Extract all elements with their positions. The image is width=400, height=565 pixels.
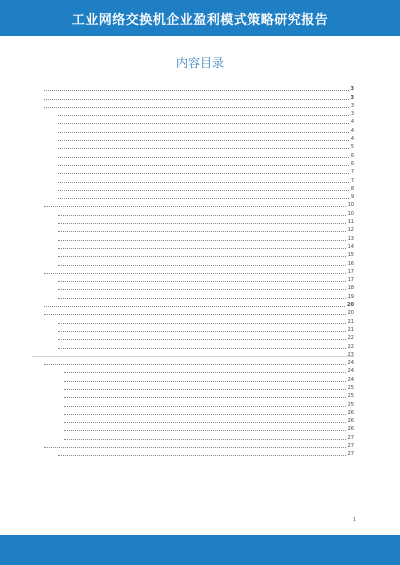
- toc-leader-dots: [64, 396, 346, 398]
- toc-leader-dots: [58, 214, 346, 216]
- toc-entry[interactable]: [32, 449, 354, 457]
- toc-entry[interactable]: [32, 399, 354, 407]
- toc-entry[interactable]: [32, 432, 354, 440]
- toc-leader-dots: [58, 288, 346, 290]
- toc-entry[interactable]: [32, 192, 354, 200]
- toc-entry-page: 9: [350, 194, 354, 201]
- toc-entry-page: 22: [347, 335, 354, 342]
- toc-entry[interactable]: [32, 142, 354, 150]
- toc-leader-dots: [64, 380, 346, 382]
- toc-entry-page: 22: [347, 343, 354, 350]
- toc-entry[interactable]: [32, 308, 354, 316]
- toc-entry[interactable]: [32, 325, 354, 333]
- toc-entry-page: 14: [347, 243, 354, 250]
- toc-leader-dots: [44, 305, 345, 307]
- toc-leader-dots: [64, 405, 346, 407]
- toc-entry[interactable]: [32, 167, 354, 175]
- toc-entry-page: 25: [347, 401, 354, 408]
- toc-entry[interactable]: [32, 366, 354, 374]
- toc-leader-dots: [58, 338, 346, 340]
- toc-entry-page: 24: [347, 368, 354, 375]
- toc-leader-dots: [58, 131, 349, 133]
- toc-entry-page: 24: [347, 376, 354, 383]
- toc-entry-page: 27: [347, 434, 354, 441]
- toc-entry[interactable]: [32, 200, 354, 208]
- toc-leader-dots: [64, 429, 346, 431]
- toc-entry[interactable]: [32, 84, 354, 92]
- toc-entry-page: 20: [347, 302, 354, 309]
- toc-entry-page: 3: [350, 86, 354, 93]
- toc-entry[interactable]: [32, 441, 354, 449]
- toc-leader-dots: [64, 413, 346, 415]
- toc-leader-dots: [58, 322, 346, 324]
- toc-entry[interactable]: [32, 159, 354, 167]
- toc-entry-page: 3: [350, 111, 354, 118]
- toc-entry-page: 26: [347, 426, 354, 433]
- toc-leader-dots: [58, 297, 346, 299]
- toc-entry[interactable]: [32, 291, 354, 299]
- toc-entry-page: 25: [347, 384, 354, 391]
- toc-entry-page: 3: [350, 102, 354, 109]
- toc-entry[interactable]: [32, 208, 354, 216]
- toc-leader-dots: [58, 239, 346, 241]
- toc-entry[interactable]: [32, 101, 354, 109]
- toc-leader-dots: [44, 89, 349, 91]
- toc-leader-dots: [58, 247, 346, 249]
- toc-leader-dots: [58, 139, 349, 141]
- toc-leader-dots: [64, 421, 346, 423]
- toc-entry-page: 18: [347, 285, 354, 292]
- toc-entry[interactable]: [32, 333, 354, 341]
- toc-entry[interactable]: [32, 341, 354, 349]
- toc-leader-dots: [64, 371, 346, 373]
- toc-entry[interactable]: [32, 408, 354, 416]
- toc-entry-page: 27: [347, 443, 354, 450]
- toc-entry[interactable]: [32, 358, 354, 366]
- toc-entry-page: 26: [347, 418, 354, 425]
- toc-leader-dots: [58, 454, 346, 456]
- toc-leader-dots: [58, 330, 346, 332]
- toc-entry[interactable]: [32, 217, 354, 225]
- toc-entry-page: 25: [347, 393, 354, 400]
- toc-leader-dots: [44, 98, 349, 100]
- divider: [32, 356, 354, 357]
- toc-leader-dots: [58, 181, 349, 183]
- toc-entry-page: 16: [347, 260, 354, 267]
- toc-entry-page: 12: [347, 227, 354, 234]
- toc-heading: 内容目录: [175, 56, 224, 70]
- toc-entry-page: 6: [350, 160, 354, 167]
- toc-entry[interactable]: [32, 175, 354, 183]
- toc-entry[interactable]: [32, 391, 354, 399]
- toc-leader-dots: [58, 156, 349, 158]
- toc-entry-page: 3: [350, 94, 354, 101]
- page-indicator: 1: [352, 517, 356, 523]
- toc-leader-dots: [44, 363, 346, 365]
- toc-leader-dots: [44, 205, 346, 207]
- toc-leader-dots: [58, 172, 349, 174]
- toc-leader-dots: [58, 230, 346, 232]
- toc-entry[interactable]: [32, 300, 354, 308]
- toc-entry[interactable]: [32, 242, 354, 250]
- toc-entry-page: 15: [347, 252, 354, 259]
- toc-entry[interactable]: [32, 134, 354, 142]
- toc-leader-dots: [44, 446, 346, 448]
- toc-entry-page: 4: [350, 127, 354, 134]
- toc-entry[interactable]: [32, 316, 354, 324]
- toc-entry[interactable]: [32, 150, 354, 158]
- toc-leader-dots: [58, 280, 346, 282]
- toc-entry-page: 20: [347, 310, 354, 317]
- toc-entry[interactable]: [32, 184, 354, 192]
- toc-entry-page: 6: [350, 152, 354, 159]
- toc-entry[interactable]: [32, 233, 354, 241]
- toc-entry-page: 11: [347, 219, 354, 226]
- toc-entry[interactable]: [32, 258, 354, 266]
- toc-leader-dots: [58, 114, 349, 116]
- toc-entry-page: 7: [350, 177, 354, 184]
- toc-entry[interactable]: [32, 374, 354, 382]
- toc-entry[interactable]: [32, 109, 354, 117]
- report-title: 工业网络交换机企业盈利模式策略研究报告: [71, 12, 329, 28]
- toc-entry[interactable]: [32, 267, 354, 275]
- toc-entry-page: 10: [347, 202, 354, 209]
- toc-entry-page: 23: [347, 351, 354, 358]
- toc-leader-dots: [44, 106, 349, 108]
- toc-entry[interactable]: [32, 117, 354, 125]
- toc-entry[interactable]: [32, 383, 354, 391]
- toc-entry-page: 24: [347, 360, 354, 367]
- toc-leader-dots: [58, 189, 349, 191]
- toc-entry-page: 27: [347, 451, 354, 458]
- toc-entry[interactable]: [32, 225, 354, 233]
- toc-leader-dots: [58, 264, 346, 266]
- toc-leader-dots: [58, 164, 349, 166]
- toc-leader-dots: [58, 197, 349, 199]
- toc-entry-page: 17: [347, 268, 354, 275]
- toc-entry[interactable]: [32, 424, 354, 432]
- toc-entry-page: 8: [350, 185, 354, 192]
- toc-entry[interactable]: [32, 92, 354, 100]
- report-title-bar: [0, 0, 400, 36]
- toc-leader-dots: [58, 122, 349, 124]
- toc-leader-dots: [58, 222, 346, 224]
- toc-entry-page: 21: [347, 318, 354, 325]
- toc-leader-dots: [64, 388, 346, 390]
- toc-entry[interactable]: [32, 416, 354, 424]
- toc-entry-page: 10: [347, 210, 354, 217]
- toc-leader-dots: [58, 255, 346, 257]
- toc-entry[interactable]: [32, 250, 354, 258]
- toc-entry-page: 21: [347, 326, 354, 333]
- toc-entry-page: 17: [347, 277, 354, 284]
- toc-entry-page: 26: [347, 409, 354, 416]
- toc-entry-page: 7: [350, 169, 354, 176]
- toc-entry-page: 4: [350, 136, 354, 143]
- toc-leader-dots: [58, 347, 346, 349]
- toc-entry-page: 13: [347, 235, 354, 242]
- toc-entry-page: 5: [350, 144, 354, 151]
- toc-entry[interactable]: [32, 275, 354, 283]
- toc-entry[interactable]: [32, 125, 354, 133]
- footer-bar: [0, 535, 400, 565]
- toc-entry-page: 19: [347, 293, 354, 300]
- toc-entry[interactable]: [32, 283, 354, 291]
- toc-leader-dots: [64, 438, 346, 440]
- toc-leader-dots: [44, 272, 346, 274]
- toc-leader-dots: [44, 313, 346, 315]
- toc-leader-dots: [58, 147, 349, 149]
- toc-entry-page: 4: [350, 119, 354, 126]
- table-of-contents: [32, 84, 354, 457]
